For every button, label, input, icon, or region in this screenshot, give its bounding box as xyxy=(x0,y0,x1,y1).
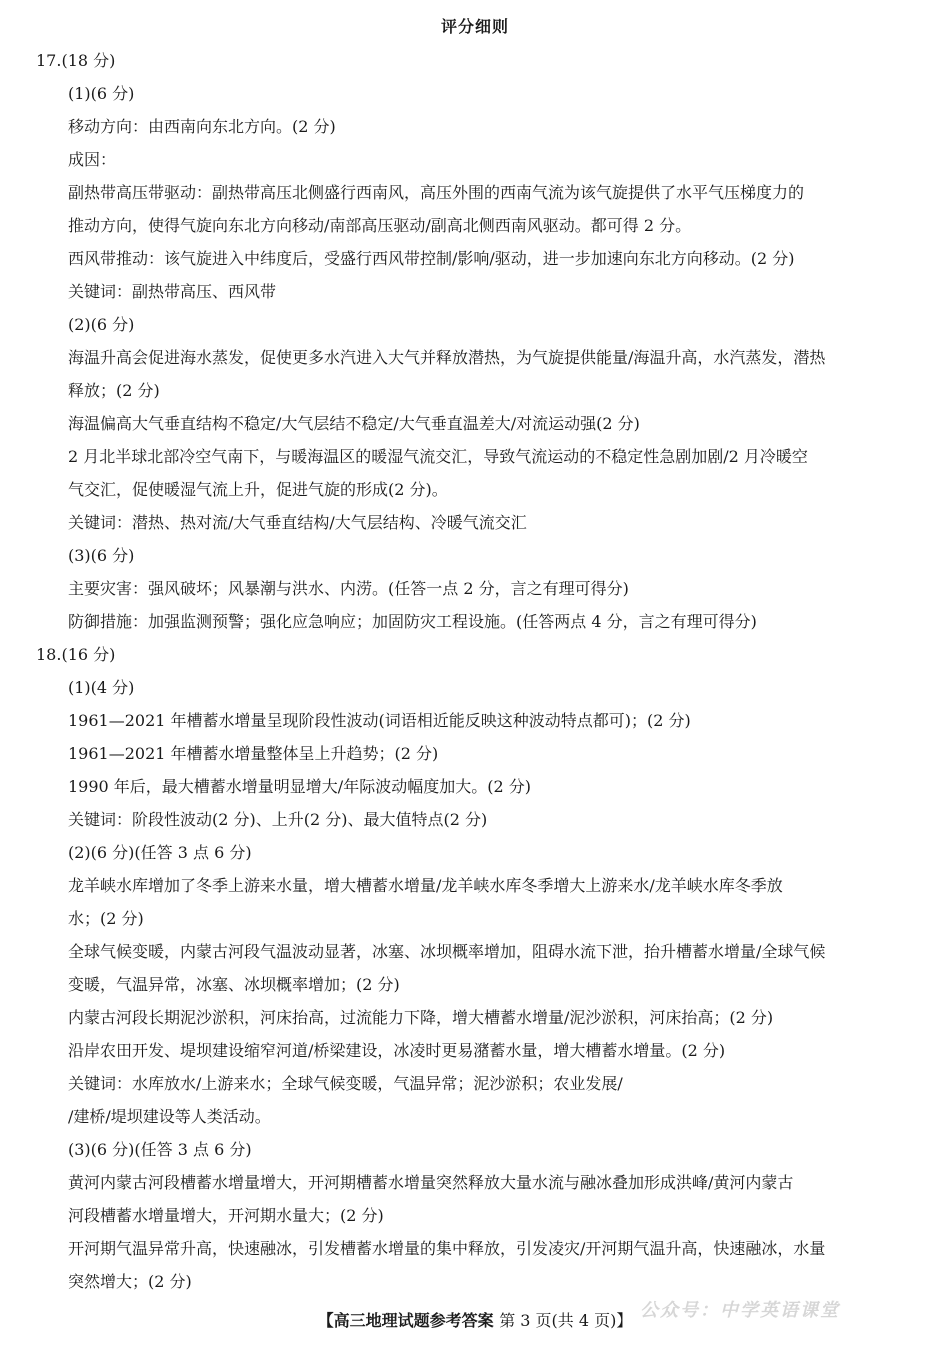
answer-line: 黄河内蒙古河段槽蓄水增量增大，开河期槽蓄水增量突然释放大量水流与融冰叠加形成洪峰/黄河内蒙古 xyxy=(68,1173,794,1192)
answer-line: 1990 年后，最大槽蓄水增量明显增大/年际波动幅度加大。(2 分) xyxy=(68,777,531,796)
answer-line: 关键词：潜热、热对流/大气垂直结构/大气层结构、冷暖气流交汇 xyxy=(68,513,527,532)
answer-line: 1961—2021 年槽蓄水增量呈现阶段性波动(词语相近能反映这种波动特点都可)；(2 分) xyxy=(68,711,691,730)
answer-line: 海温偏高大气垂直结构不稳定/大气层结不稳定/大气垂直温差大/对流运动强(2 分) xyxy=(68,414,640,433)
answer-line: (3)(6 分)(任答 3 点 6 分) xyxy=(68,1140,252,1159)
question-number: 17.(18 分) xyxy=(36,51,116,70)
answer-line: (3)(6 分) xyxy=(68,546,135,565)
answer-line: 水；(2 分) xyxy=(68,909,144,928)
question-number: 18.(16 分) xyxy=(36,645,116,664)
answer-line: 主要灾害：强风破坏；风暴潮与洪水、内涝。(任答一点 2 分，言之有理可得分) xyxy=(68,579,629,598)
answer-line: 龙羊峡水库增加了冬季上游来水量，增大槽蓄水增量/龙羊峡水库冬季增大上游来水/龙羊峡水库冬季放 xyxy=(68,876,783,895)
answer-line: (2)(6 分) xyxy=(68,315,135,334)
answer-line: 河段槽蓄水增量增大，开河期水量大；(2 分) xyxy=(68,1206,384,1225)
scoring-content xyxy=(0,44,950,1298)
answer-line: 防御措施：加强监测预警；强化应急响应；加固防灾工程设施。(任答两点 4 分，言之有理可得分) xyxy=(68,612,757,631)
answer-line: /建桥/堤坝建设等人类活动。 xyxy=(68,1107,271,1126)
answer-line: 内蒙古河段长期泥沙淤积，河床抬高，过流能力下降，增大槽蓄水增量/泥沙淤积，河床抬高；(2 分) xyxy=(68,1008,774,1027)
answer-line: 西风带推动：该气旋进入中纬度后，受盛行西风带控制/影响/驱动，进一步加速向东北方向移动。(2 分) xyxy=(68,249,795,268)
answer-line: 1961—2021 年槽蓄水增量整体呈上升趋势；(2 分) xyxy=(68,744,439,763)
answer-line: 海温升高会促进海水蒸发，促使更多水汽进入大气并释放潜热，为气旋提供能量/海温升高，水汽蒸发，潜热 xyxy=(68,348,826,367)
answer-line: 全球气候变暖，内蒙古河段气温波动显著，冰塞、冰坝概率增加，阻碍水流下泄，抬升槽蓄水增量/全球气候 xyxy=(68,942,826,961)
watermark-text: 公众号：中学英语课堂 xyxy=(640,1300,840,1321)
answer-line: (2)(6 分)(任答 3 点 6 分) xyxy=(68,843,252,862)
answer-line: 副热带高压带驱动：副热带高压北侧盛行西南风，高压外围的西南气流为该气旋提供了水平气压梯度力的 xyxy=(68,183,805,202)
footer-doc-title: 【高三地理试题参考答案 xyxy=(317,1311,494,1330)
answer-line: 推动方向，使得气旋向东北方向移动/南部高压驱动/副高北侧西南风驱动。都可得 2 分。 xyxy=(68,216,692,235)
answer-line: 突然增大；(2 分) xyxy=(68,1272,192,1291)
answer-line: 开河期气温异常升高，快速融冰，引发槽蓄水增量的集中释放，引发凌灾/开河期气温升高，快速融冰，水量 xyxy=(68,1239,826,1258)
answer-line: 关键词：副热带高压、西风带 xyxy=(68,282,277,301)
answer-line: 成因： xyxy=(68,150,117,169)
answer-line: (1)(4 分) xyxy=(68,678,135,697)
answer-line: 2 月北半球北部冷空气南下，与暖海温区的暖湿气流交汇，导致气流运动的不稳定性急剧加剧/2 月冷暖空 xyxy=(68,447,808,466)
answer-line: 沿岸农田开发、堤坝建设缩窄河道/桥梁建设，冰凌时更易潴蓄水量，增大槽蓄水增量。(2 分) xyxy=(68,1041,726,1060)
answer-line: 关键词：阶段性波动(2 分)、上升(2 分)、最大值特点(2 分) xyxy=(68,810,488,829)
answer-line: 移动方向：由西南向东北方向。(2 分) xyxy=(68,117,336,136)
answer-line: (1)(6 分) xyxy=(68,84,135,103)
answer-line: 变暖，气温异常，冰塞、冰坝概率增加；(2 分) xyxy=(68,975,400,994)
answer-line: 关键词：水库放水/上游来水；全球气候变暖，气温异常；泥沙淤积；农业发展/ xyxy=(68,1074,623,1093)
page-title: 评分细则 xyxy=(440,17,509,36)
answer-line: 气交汇，促使暖湿气流上升，促进气旋的形成(2 分)。 xyxy=(68,480,448,499)
answer-line: 释放；(2 分) xyxy=(68,381,160,400)
footer-page-info: 第 3 页(共 4 页)】 xyxy=(499,1311,633,1330)
